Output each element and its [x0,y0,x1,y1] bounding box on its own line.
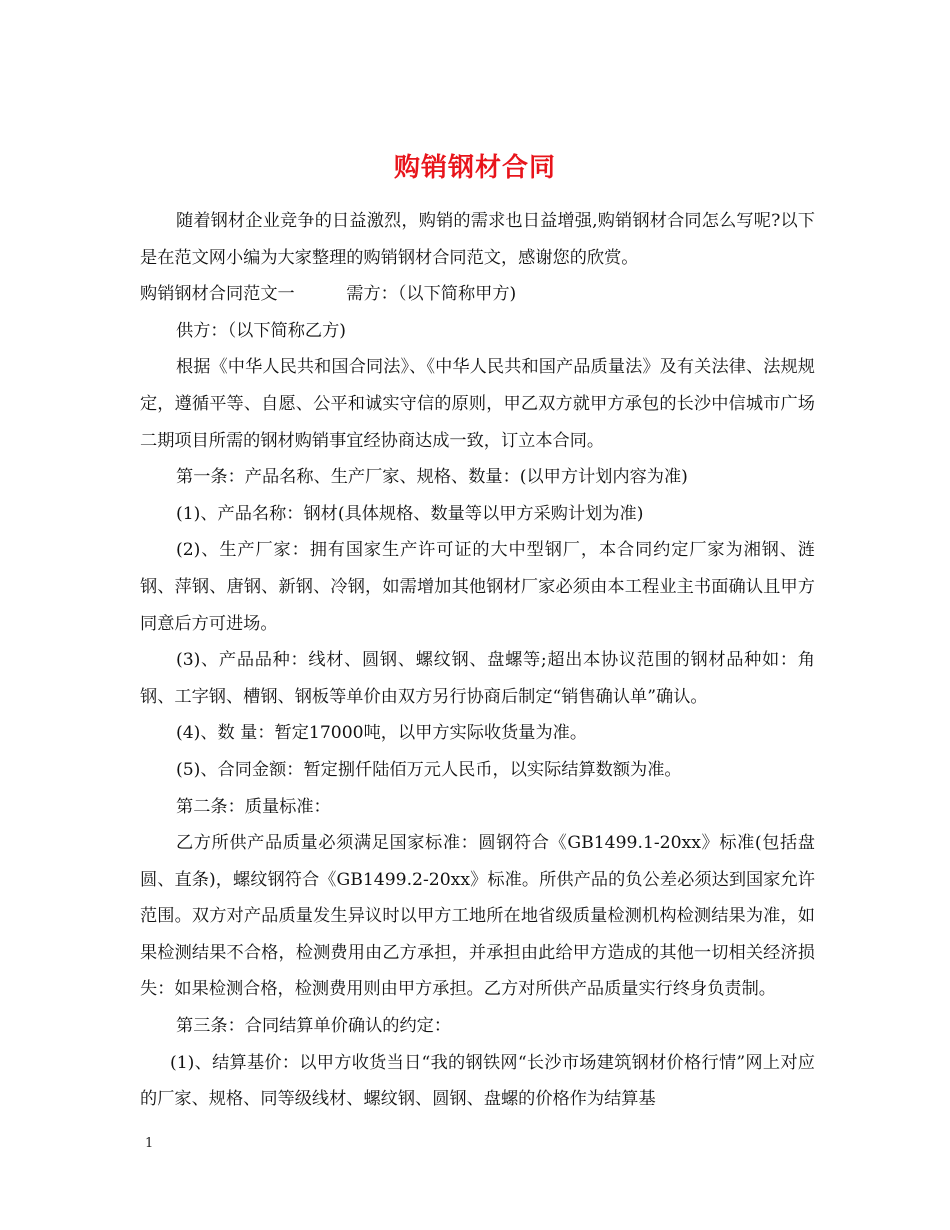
paragraph-article-2: 第二条：质量标准： [176,796,331,817]
paragraph-article-3: 第三条：合同结算单价确认的约定： [176,1016,452,1037]
paragraph-article-1: 第一条：产品名称、生产厂家、规格、数量：(以甲方计划内容为准) [176,467,688,488]
document-body [140,203,815,1118]
paragraph-item-1: (1)、产品名称：钢材(具体规格、数量等以甲方采购计划为准) [176,503,644,524]
paragraph-basis: 根据《中华人民共和国合同法》、《中华人民共和国产品质量法》及有关法律、法规规定，遵循平等、自愿、公平和诚实守信的原则，甲乙双方就甲方承包的长沙中信城市广场二期项目所需的钢材购销事宜经协商达成一致，订立本合同。 [140,357,815,451]
page-number: 1 [145,1136,154,1151]
paragraph-item-5: (5)、合同金额：暂定捌仟陆佰万元人民币，以实际结算数额为准。 [176,759,682,780]
document-title: 购销钢材合同 [393,153,556,184]
paragraph-intro: 随着钢材企业竞争的日益激烈，购销的需求也日益增强,购销钢材合同怎么写呢?以下是在范文网小编为大家整理的购销钢材合同范文，感谢您的欣赏。 [140,211,815,268]
paragraph-item-4: (4)、数 量：暂定17000吨，以甲方实际收货量为准。 [176,723,588,744]
paragraph-item-2: (2)、生产厂家：拥有国家生产许可证的大中型钢厂，本合同约定厂家为湘钢、涟钢、萍钢、唐钢、新钢、冷钢，如需增加其他钢材厂家必须由本工程业主书面确认且甲方同意后方可进场。 [140,540,815,634]
paragraph-quality: 乙方所供产品质量必须满足国家标准：圆钢符合《GB1499.1-20xx》标准(包括盘圆、直条)，螺纹钢符合《GB1499.2-20xx》标准。所供产品的负公差必须达到国家允许范围。双方对产品质量发生异议时以甲方工地所在地省级质量检测机构检测结果为准，如果检测结果不合格，检测费用由乙方承担，并承担由此给甲方造成的其他一切相关经济损失：如果检测合格，检测费用则由甲方承担。乙方对所供产品质量实行终身负责制。 [140,833,815,1000]
paragraph-settlement-price: (1)、结算基价：以甲方收货当日“我的钢铁网“长沙市场建筑钢材价格行情”网上对应的厂家、规格、同等级线材、螺纹钢、圆钢、盘螺的价格作为结算基 [140,1052,815,1110]
paragraph-item-3: (3)、产品品种：线材、圆钢、螺纹钢、盘螺等;超出本协议范围的钢材品种如：角钢、工字钢、槽钢、钢板等单价由双方另行协商后制定“销售确认单”确认。 [140,650,815,707]
paragraph-supplier: 供方：（以下简称乙方) [176,320,346,341]
paragraph-sample-heading: 购销钢材合同范文一 需方：（以下简称甲方) [140,284,517,305]
